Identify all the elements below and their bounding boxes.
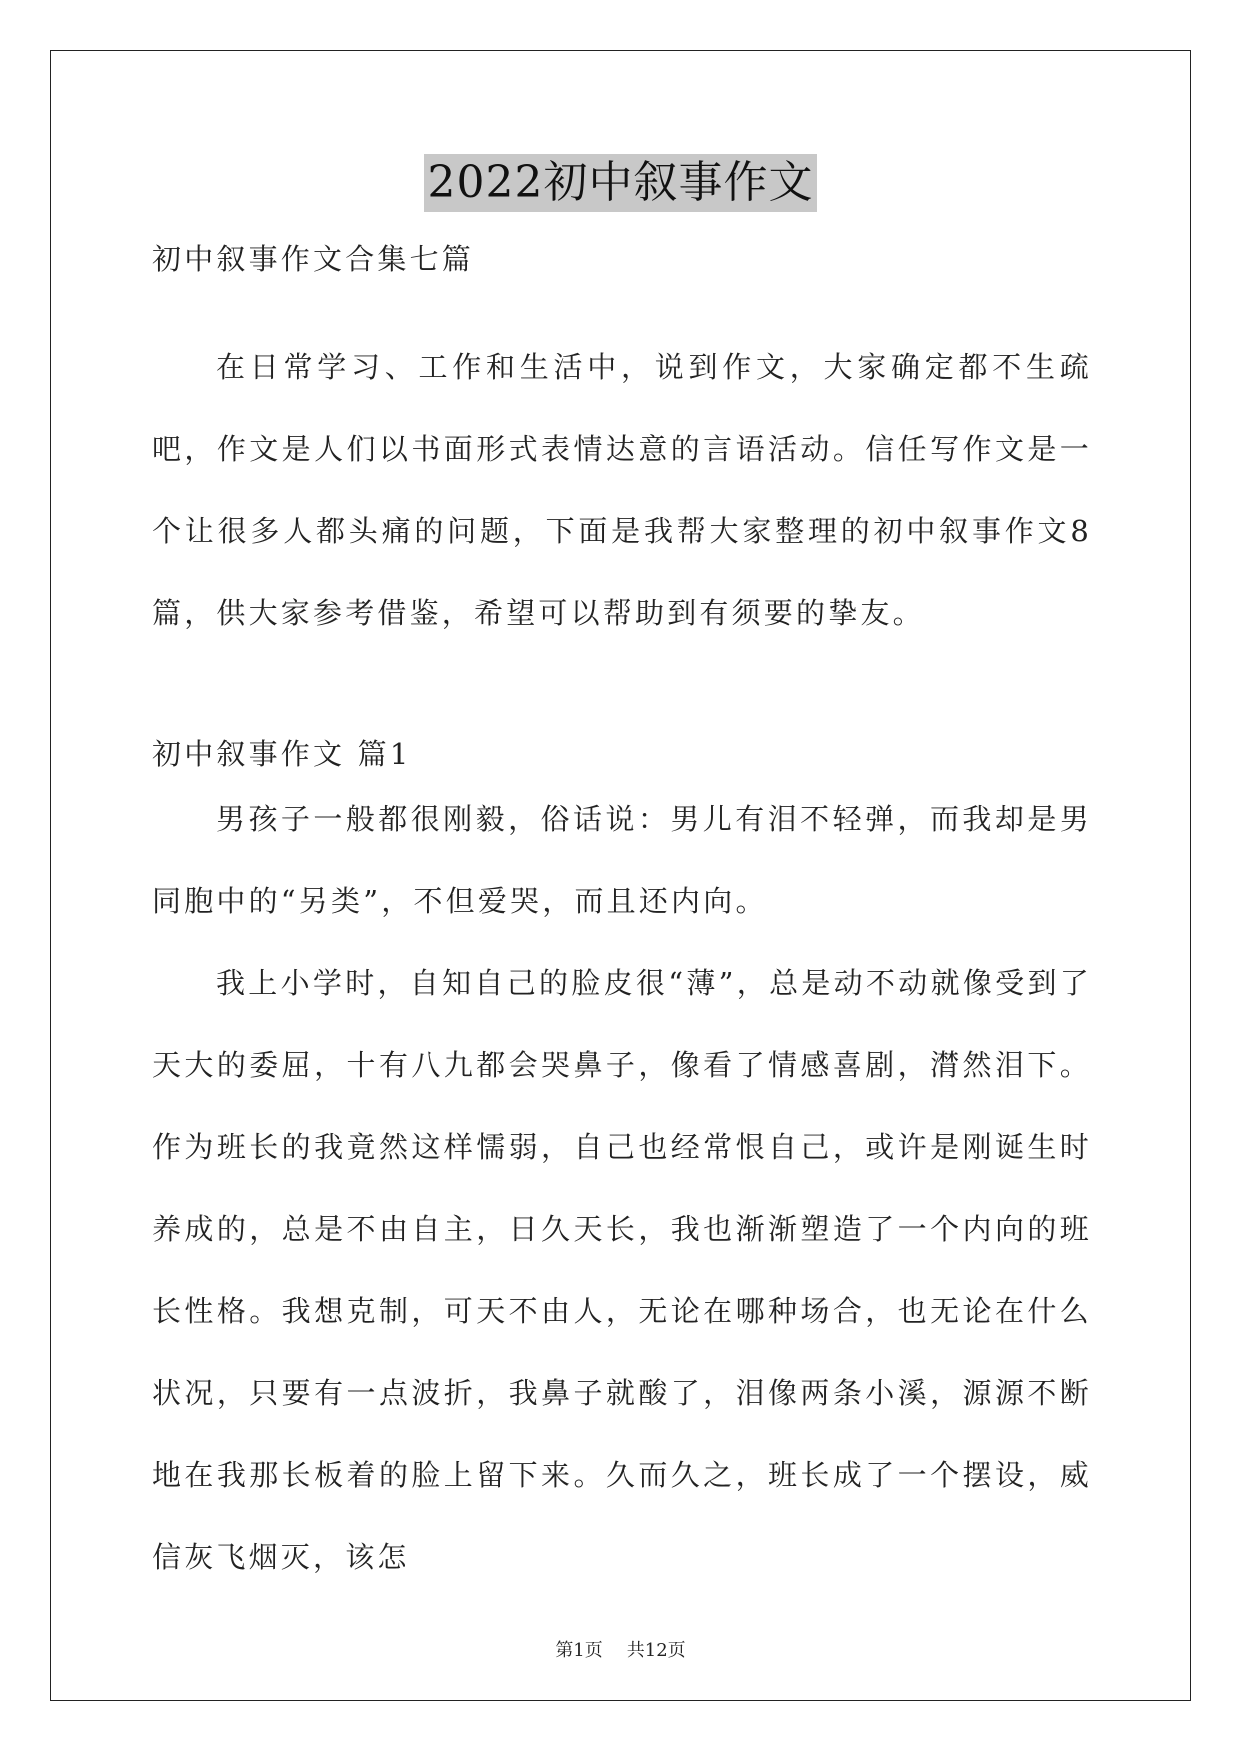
paragraph-1: 男孩子一般都很刚毅，俗话说：男儿有泪不轻弹，而我却是男同胞中的“另类”，不但爱哭，而且还内向。 xyxy=(152,802,1092,918)
document-title: 2022初中叙事作文 xyxy=(424,154,818,212)
page-footer xyxy=(0,1636,1241,1662)
section-heading: 初中叙事作文 篇1 xyxy=(152,737,412,771)
paragraph-2: 我上小学时，自知自己的脸皮很“薄”，总是动不动就像受到了天大的委屈，十有八九都会哭鼻子，像看了情感喜剧，潸然泪下。作为班长的我竟然这样懦弱，自己也经常恨自己，或许是刚诞生时养成的，总是不由自主，日久天长，我也渐渐塑造了一个内向的班长性格。我想克制，可天不由人，无论在哪种场合，也无论在什么状况，只要有一点波折，我鼻子就酸了，泪像两条小溪，源源不断地在我那长板着的脸上留下来。久而久之，班长成了一个摆设，威信灰飞烟灭，该怎 xyxy=(152,966,1092,1574)
title-container xyxy=(0,154,1241,212)
document-body xyxy=(152,234,1092,1598)
page-total: 共12页 xyxy=(626,1640,686,1661)
spacer xyxy=(152,654,1092,714)
intro-paragraph: 在日常学习、工作和生活中，说到作文，大家确定都不生疏吧，作文是人们以书面形式表情达意的言语活动。信任写作文是一个让很多人都头痛的问题，下面是我帮大家整理的初中叙事作文8篇，供大家参考借鉴，希望可以帮助到有须要的挚友。 xyxy=(152,350,1092,630)
document-subtitle: 初中叙事作文合集七篇 xyxy=(152,242,475,276)
page-number: 第1页 xyxy=(555,1640,603,1661)
